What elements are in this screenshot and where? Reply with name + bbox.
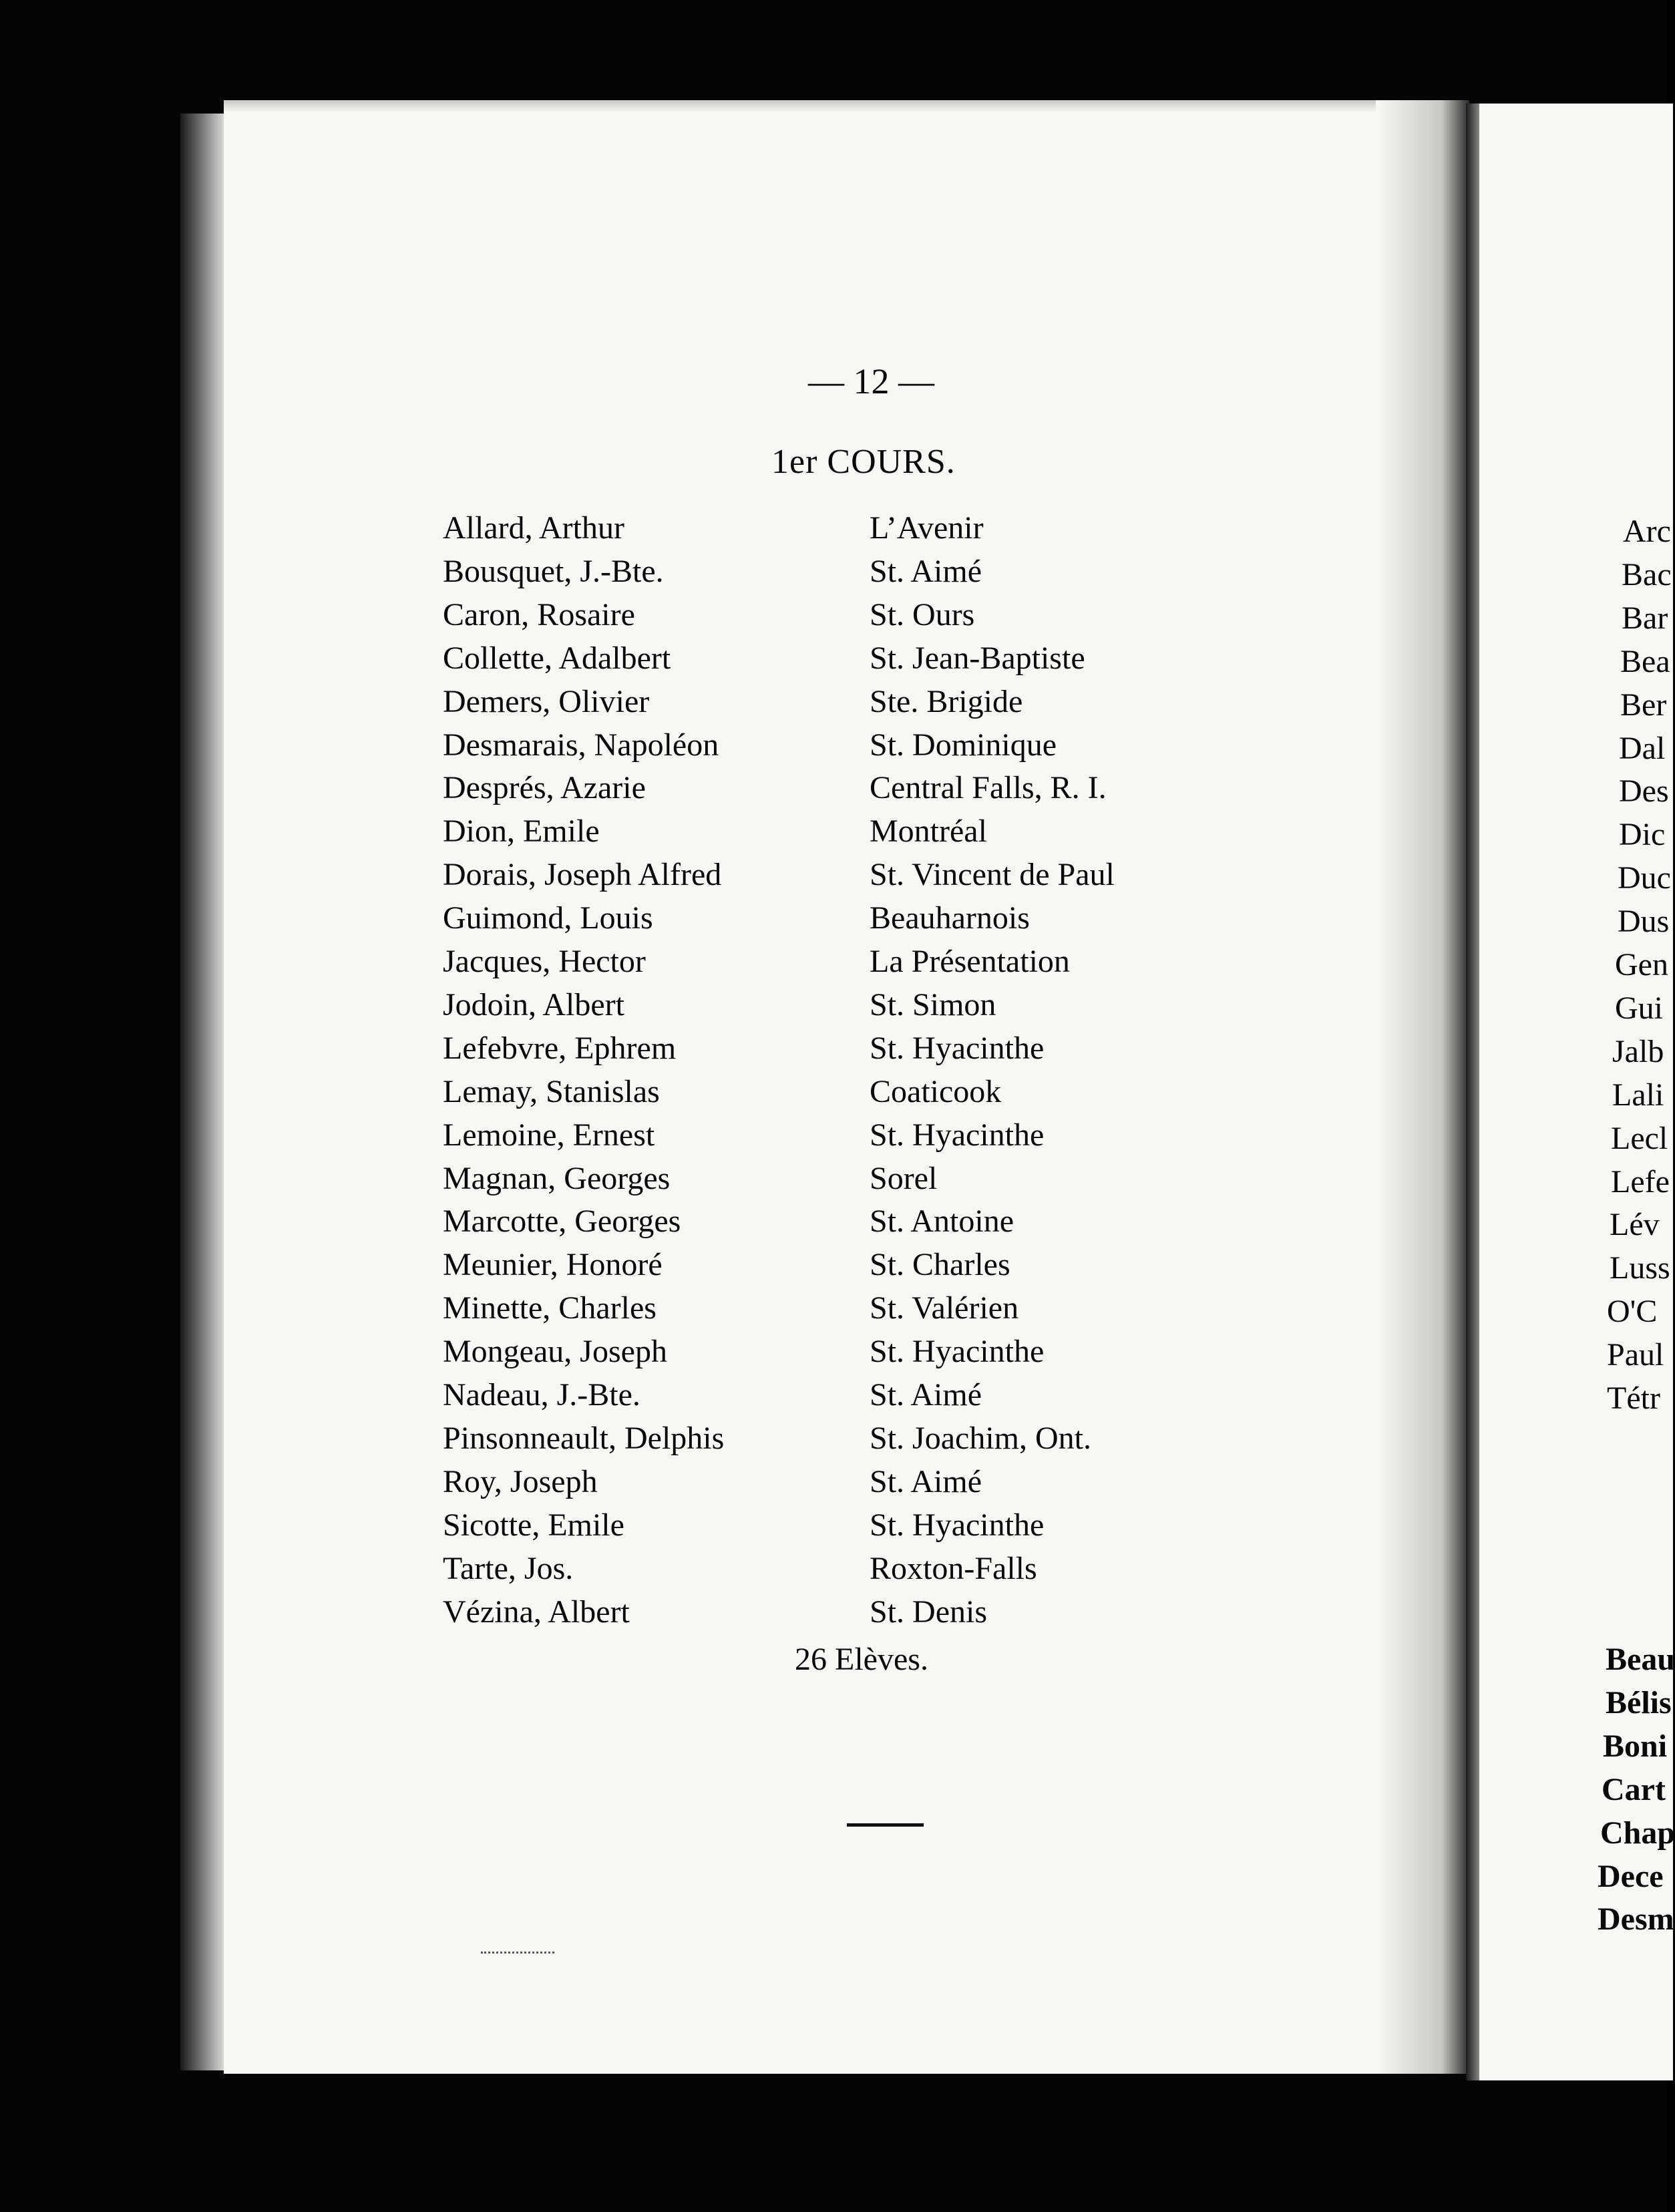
end-rule	[847, 1823, 924, 1827]
student-place: St. Dominique	[870, 727, 1057, 763]
student-place: St. Hyacinthe	[870, 1030, 1045, 1066]
right-page-fragment: Dal	[1619, 730, 1666, 766]
student-place: Coaticook	[870, 1073, 1002, 1109]
right-page-fragment: Desm	[1598, 1901, 1674, 1938]
student-name: Magnan, Georges	[443, 1160, 671, 1196]
student-place: St. Denis	[870, 1594, 988, 1630]
student-name: Lefebvre, Ephrem	[443, 1030, 677, 1066]
student-name: Dorais, Joseph Alfred	[443, 857, 722, 893]
student-place: Beauharnois	[870, 900, 1030, 936]
student-row	[0, 1200, 1336, 1243]
student-place: St. Antoine	[870, 1204, 1014, 1240]
student-row	[0, 1461, 1336, 1503]
student-place: Central Falls, R. I.	[870, 770, 1107, 806]
student-place: Ste. Brigide	[870, 683, 1023, 719]
right-page-fragment: Luss	[1610, 1250, 1670, 1286]
student-row	[0, 810, 1336, 853]
student-row	[0, 854, 1336, 896]
student-row	[0, 1374, 1336, 1417]
section-title: 1er COURS.	[771, 443, 956, 481]
student-row	[0, 1547, 1336, 1590]
student-place: St. Simon	[870, 986, 996, 1023]
student-row	[0, 1027, 1336, 1070]
student-row	[0, 1157, 1336, 1200]
student-place: St. Vincent de Paul	[870, 857, 1115, 893]
student-row	[0, 724, 1336, 767]
student-row	[0, 1287, 1336, 1330]
gutter-shadow	[1376, 100, 1469, 2074]
right-page-fragment: Bac	[1622, 556, 1672, 592]
right-page-fragment: O'C	[1607, 1294, 1658, 1330]
right-page-fragment: Gen	[1615, 947, 1668, 982]
student-row	[0, 594, 1336, 636]
student-place: St. Hyacinthe	[870, 1507, 1045, 1543]
student-name: Tarte, Jos.	[443, 1550, 574, 1586]
student-name: Sicotte, Emile	[443, 1507, 624, 1543]
right-page-fragment: Gui	[1615, 990, 1663, 1026]
student-name: Lemoine, Ernest	[443, 1117, 655, 1153]
right-page-fragment: Duc	[1618, 860, 1671, 896]
student-row	[0, 550, 1336, 593]
right-page-fragment: Bar	[1622, 600, 1668, 636]
student-place: St. Hyacinthe	[870, 1334, 1045, 1370]
student-place: St. Joachim, Ont.	[870, 1420, 1091, 1456]
student-row	[0, 984, 1336, 1027]
student-place: St. Aimé	[870, 1377, 982, 1413]
right-page-fragment: Lefe	[1611, 1163, 1670, 1200]
student-name: Pinsonneault, Delphis	[443, 1420, 725, 1456]
student-name: Caron, Rosaire	[443, 596, 635, 632]
student-name: Jodoin, Albert	[443, 986, 624, 1023]
right-page-fragment: Tétr	[1607, 1380, 1660, 1416]
student-place: La Présentation	[870, 944, 1070, 979]
right-page-fragment: Beau	[1606, 1642, 1675, 1677]
student-name: Nadeau, J.-Bte.	[443, 1377, 640, 1413]
page-top-edge	[224, 100, 1453, 112]
right-page-fragment: Cart	[1602, 1771, 1666, 1807]
student-place: L’Avenir	[870, 510, 984, 546]
student-row	[0, 940, 1336, 983]
student-row	[0, 1591, 1336, 1634]
student-name: Mongeau, Joseph	[443, 1334, 667, 1370]
student-name: Vézina, Albert	[443, 1594, 630, 1630]
student-name: Lemay, Stanislas	[443, 1073, 660, 1109]
student-row	[0, 897, 1336, 940]
student-name: Marcotte, Georges	[443, 1204, 681, 1240]
student-name: Desmarais, Napoléon	[443, 727, 719, 763]
right-page-fragment: Lév	[1610, 1207, 1660, 1243]
student-place: St. Valérien	[870, 1290, 1019, 1326]
student-count: 26 Elèves.	[795, 1642, 928, 1677]
student-place: St. Aimé	[870, 553, 982, 589]
student-name: Bousquet, J.-Bte.	[443, 553, 664, 589]
student-row	[0, 767, 1336, 809]
student-place: St. Jean-Baptiste	[870, 640, 1085, 676]
right-page-fragment: Arc	[1623, 514, 1671, 549]
student-name: Guimond, Louis	[443, 900, 653, 936]
student-name: Allard, Arthur	[443, 510, 624, 546]
student-name: Després, Azarie	[443, 770, 646, 806]
student-place: St. Aimé	[870, 1463, 982, 1499]
page-number: — 12 —	[808, 361, 934, 401]
student-row	[0, 1114, 1336, 1157]
student-name: Jacques, Hector	[443, 944, 646, 979]
right-page-fragment: Dus	[1618, 904, 1670, 940]
right-page-fragment: Lecl	[1611, 1120, 1668, 1156]
student-row	[0, 1244, 1336, 1286]
right-page-fragment: Bea	[1620, 643, 1670, 679]
right-page-fragment: Ber	[1620, 687, 1667, 723]
student-name: Demers, Olivier	[443, 683, 650, 719]
student-row	[0, 681, 1336, 723]
right-page-fragment: Lali	[1612, 1077, 1664, 1113]
right-page-fragment: Dece	[1598, 1858, 1664, 1894]
right-page-fragment: Paul	[1607, 1337, 1664, 1373]
student-place: St. Ours	[870, 596, 975, 632]
student-place: St. Hyacinthe	[870, 1117, 1045, 1153]
student-row	[0, 1330, 1336, 1373]
student-row	[0, 1071, 1336, 1113]
student-place: St. Charles	[870, 1247, 1010, 1283]
student-name: Collette, Adalbert	[443, 640, 671, 676]
right-page-fragment: Bélis	[1606, 1684, 1672, 1720]
student-name: Meunier, Honoré	[443, 1247, 663, 1283]
right-page-fragment: Boni	[1603, 1728, 1668, 1764]
student-place: Roxton-Falls	[870, 1550, 1037, 1586]
student-name: Dion, Emile	[443, 813, 600, 850]
student-place: Montréal	[870, 813, 987, 850]
student-row	[0, 1504, 1336, 1547]
right-page-fragment: Des	[1619, 773, 1669, 809]
right-page-fragment: Chap	[1600, 1815, 1675, 1851]
student-name: Minette, Charles	[443, 1290, 657, 1326]
faint-dotted-mark	[481, 1952, 554, 1956]
right-page-fragment: Jalb	[1612, 1033, 1664, 1069]
student-place: Sorel	[870, 1160, 938, 1196]
student-row	[0, 1417, 1336, 1460]
right-page-fragment: Dic	[1619, 817, 1666, 853]
student-row	[0, 507, 1336, 550]
student-row	[0, 637, 1336, 680]
student-name: Roy, Joseph	[443, 1463, 598, 1499]
